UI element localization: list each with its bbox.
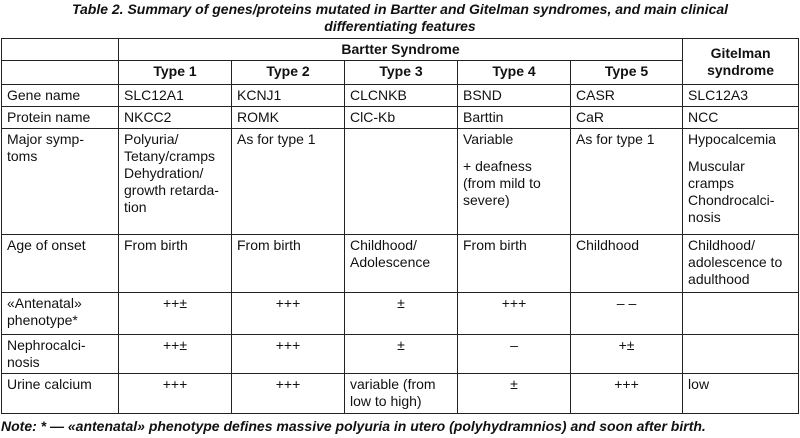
antenatal-row (2, 293, 799, 335)
symptoms-text: Muscular cramps Chondrocalci- nosis (688, 158, 775, 225)
row-label: Major symp- toms (2, 129, 119, 235)
antenatal-cell: ++± (119, 293, 232, 335)
gitelman-header (683, 39, 799, 85)
antenatal-cell (683, 293, 799, 335)
caption-line-2: differentiating features (324, 18, 476, 34)
nephrocalcinosis-cell: +++ (232, 335, 345, 374)
symptoms-cell (345, 129, 458, 235)
header-row-types (2, 61, 799, 85)
antenatal-cell: +++ (458, 293, 571, 335)
protein-cell: Barttin (458, 107, 571, 129)
onset-cell: From birth (119, 235, 232, 293)
gene-cell: SLC12A1 (119, 85, 232, 107)
gitelman-header-line-2: syndrome (707, 61, 774, 78)
gene-cell: SLC12A3 (683, 85, 799, 107)
symptoms-cell: Polyuria/ Tetany/cramps Dehydration/ growth retarda- tion (119, 129, 232, 235)
onset-row (2, 235, 799, 293)
nephrocalcinosis-cell: +± (571, 335, 683, 374)
type-1-header: Type 1 (119, 61, 232, 85)
type-2-header: Type 2 (232, 61, 345, 85)
type-4-header: Type 4 (458, 61, 571, 85)
row-label: «Antenatal» phenotype* (2, 293, 119, 335)
header-row-groups (2, 39, 799, 61)
protein-cell: ROMK (232, 107, 345, 129)
row-label: Protein name (2, 107, 119, 129)
onset-cell: Childhood/ adolescence to adulthood (683, 235, 799, 293)
symptoms-cell: As for type 1 (232, 129, 345, 235)
protein-cell: CaR (571, 107, 683, 129)
table-note: Note: * — «antenatal» phenotype defines massive polyuria in utero (polyhydramnios) and soon after birth. (1, 418, 706, 434)
protein-cell: ClC-Kb (345, 107, 458, 129)
onset-cell: From birth (458, 235, 571, 293)
type-3-header: Type 3 (345, 61, 458, 85)
row-label: Gene name (2, 85, 119, 107)
symptoms-cell: As for type 1 (571, 129, 683, 235)
table-caption (0, 1, 800, 35)
symptoms-text: + deafness (from mild to severe) (463, 158, 541, 208)
gene-cell: CASR (571, 85, 683, 107)
urine-calcium-cell: +++ (119, 374, 232, 414)
onset-cell: Childhood (571, 235, 683, 293)
antenatal-cell: – – (571, 293, 683, 335)
gitelman-header-line-1: Gitelman (710, 44, 771, 61)
antenatal-cell: +++ (232, 293, 345, 335)
type-5-header: Type 5 (571, 61, 683, 85)
nephrocalcinosis-cell: ++± (119, 335, 232, 374)
summary-table (1, 38, 799, 414)
protein-cell: NCC (683, 107, 799, 129)
nephrocalcinosis-row (2, 335, 799, 374)
antenatal-cell: ± (345, 293, 458, 335)
urine-calcium-cell: +++ (232, 374, 345, 414)
protein-cell: NKCC2 (119, 107, 232, 129)
corner-cell-2 (2, 61, 119, 85)
symptoms-text: Variable (463, 131, 514, 147)
symptoms-cell (683, 129, 799, 235)
urine-calcium-cell: low (683, 374, 799, 414)
corner-cell (2, 39, 119, 61)
nephrocalcinosis-cell (683, 335, 799, 374)
nephrocalcinosis-cell: ± (345, 335, 458, 374)
onset-cell: Childhood/ Adolescence (345, 235, 458, 293)
urine-calcium-cell: +++ (571, 374, 683, 414)
symptoms-cell (458, 129, 571, 235)
urine-calcium-row (2, 374, 799, 414)
nephrocalcinosis-cell: – (458, 335, 571, 374)
row-label: Age of onset (2, 235, 119, 293)
urine-calcium-cell: variable (from low to high) (345, 374, 458, 414)
gene-row (2, 85, 799, 107)
row-label: Nephrocalci- nosis (2, 335, 119, 374)
gene-cell: CLCNKB (345, 85, 458, 107)
gene-cell: KCNJ1 (232, 85, 345, 107)
caption-line-1: Table 2. Summary of genes/proteins mutated in Bartter and Gitelman syndromes, and main clinical (71, 1, 729, 17)
symptoms-row (2, 129, 799, 235)
onset-cell: From birth (232, 235, 345, 293)
protein-row (2, 107, 799, 129)
gene-cell: BSND (458, 85, 571, 107)
symptoms-text: Hypocalcemia (688, 131, 776, 147)
bartter-header: Bartter Syndrome (119, 39, 683, 61)
urine-calcium-cell: ± (458, 374, 571, 414)
row-label: Urine calcium (2, 374, 119, 414)
